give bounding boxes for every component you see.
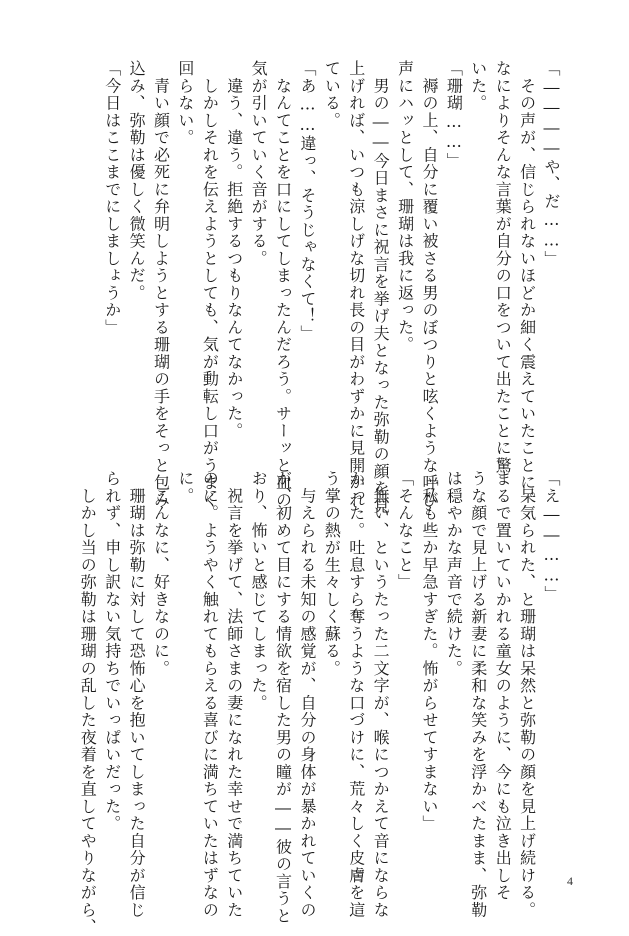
text-line: いた。: [468, 60, 488, 112]
text-line: まるで置いていかれる童女のように、今にも泣き出しそ: [493, 470, 513, 902]
text-line: 「私も些か早急すぎた。怖がらせてすまない」: [419, 470, 439, 833]
text-line: 「そんなこと」: [395, 470, 415, 591]
text-line: 「珊瑚……」: [444, 60, 464, 170]
text-line: 「今日はここまでにしましょうか」: [102, 60, 122, 336]
text-line: 「え――……」: [542, 470, 561, 603]
text-line: しかし当の弥勒は珊瑚の乱した夜着を直してやりながら、: [78, 470, 98, 936]
text-line: 上げれば、いつも涼しげな切れ長の目がわずかに見開かれ: [346, 60, 366, 509]
text-line: うな顔で見上げる新妻に柔和な笑みを浮かべたまま、弥勒: [468, 470, 488, 919]
text-line: 男の――今日まさに祝言を挙げ夫となった弥勒の顔を見: [371, 60, 391, 515]
text-line: う掌の熱が生々しく蘇る。: [322, 470, 342, 677]
text-line: 違う、違う。拒絶するつもりなんてなかった。: [224, 60, 244, 440]
text-line: は穏やかな声音で続けた。: [444, 470, 464, 677]
text-line: 褥の上、自分に覆い被さる男のぼつりと呟くような呼び: [419, 60, 439, 509]
text-line: なんてことを口にしてしまったんだろう。サーッと血の: [273, 60, 293, 509]
text-line: なによりそんな言葉が自分の口をついて出たことに驚: [493, 60, 513, 474]
text-line: 呆気られた、と珊瑚は呆然と弥勒の顔を見上げ続ける。: [517, 470, 537, 919]
text-line: 「あ……違っ、そうじゃなくて！」: [297, 60, 317, 342]
text-line: 珊瑚は弥勒に対して恐怖心を抱いてしまった自分が信じ: [127, 470, 147, 919]
text-line: かった。吐息すら奪うような口づけに、荒々しく皮膚を這: [346, 470, 366, 919]
text-line: のに。ようやく触れてもらえる喜びに満ちていたはずなの: [200, 470, 220, 919]
text-line: 「――――や、だ……」: [542, 60, 561, 268]
text-block-bottom: [78, 470, 563, 936]
text-line: 青い顔で必死に弁明しようとする珊瑚の手をそっと包み: [151, 60, 171, 509]
text-block-top: [93, 60, 563, 515]
text-line: その声が、信じられないほどか細く震えていたことに。: [517, 60, 537, 509]
text-line: 回らない。: [175, 60, 195, 147]
page-number: 4: [567, 874, 573, 888]
text-line: が、初めて目にする情欲を宿した男の瞳が――彼の言うと: [273, 470, 293, 925]
text-line: ている。: [322, 60, 342, 129]
text-line: こんなに、好きなのに。: [151, 470, 171, 677]
text-line: 無い、というたった二文字が、喉につかえて音にならな: [371, 470, 391, 919]
text-line: 声にハッとして、珊瑚は我に返った。: [395, 60, 415, 354]
text-line: られず、申し訳ない気持ちでいっぱいだった。: [102, 470, 122, 833]
text-line: おり、怖いと感じてしまった。: [249, 470, 269, 712]
text-line: 与えられる未知の感覚が、自分の身体が暴かれていくの: [297, 470, 317, 919]
text-line: 気が引いていく音がする。: [249, 60, 269, 267]
text-line: に。: [175, 470, 195, 505]
text-line: 祝言を挙げて、法師さまの妻になれた幸せで満ちていた: [224, 470, 244, 919]
text-line: 込み、弥勒は優しく微笑んだ。: [127, 60, 147, 302]
text-line: しかしそれを伝えようとしても、気が動転し口がうまく: [200, 60, 220, 509]
